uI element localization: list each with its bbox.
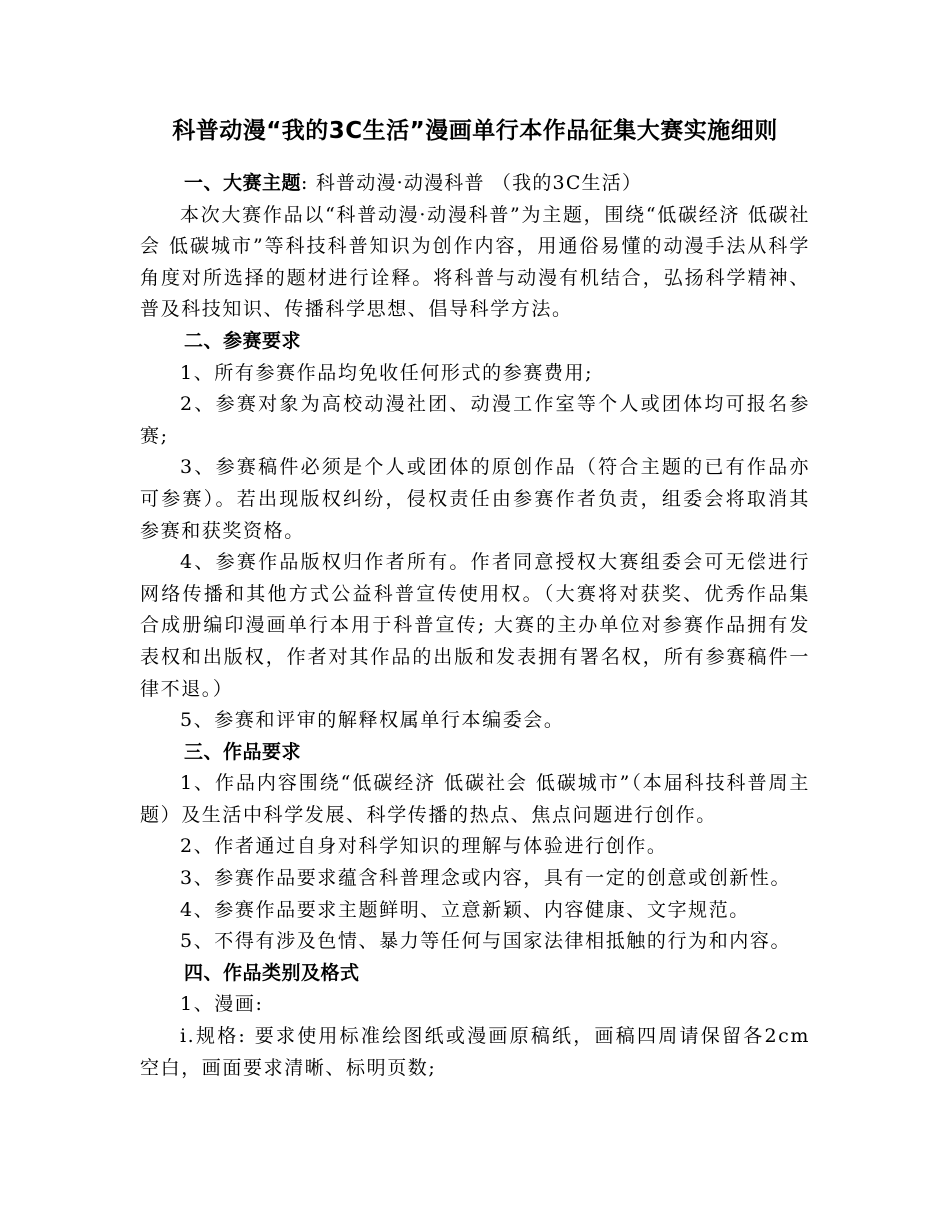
requirement-item-3: 3、参赛稿件必须是个人或团体的原创作品（符合主题的已有作品亦可参赛）。若出现版权纠纷，侵权责任由参赛作者负责，组委会将取消其参赛和获奖资格。 xyxy=(140,456,810,542)
section-heading-work-requirements: 三、作品要求 xyxy=(184,740,302,763)
section-heading-categories: 四、作品类别及格式 xyxy=(184,961,360,984)
requirement-item-1: 1、所有参赛作品均免收任何形式的参赛费用; xyxy=(180,361,594,384)
section-heading-theme xyxy=(140,168,810,200)
work-requirement-item-2: 2、作者通过自身对科学知识的理解与体验进行创作。 xyxy=(180,835,668,858)
section-heading-requirements: 二、参赛要求 xyxy=(184,329,302,352)
paragraph-theme: 本次大赛作品以“科普动漫·动漫科普”为主题，围绕“低碳经济 低碳社会 低碳城市”等科技科普知识为创作内容，用通俗易懂的动漫手法从科学角度对所选择的题材进行诠释。将科普与动漫有机结合，弘扬科学精神、普及科技知识、传播科学思想、倡导科学方法。 xyxy=(140,203,810,321)
document-body xyxy=(140,168,810,1084)
work-requirement-item-5: 5、不得有涉及色情、暴力等任何与国家法律相抵触的行为和内容。 xyxy=(180,930,792,953)
requirement-item-4: 4、参赛作品版权归作者所有。作者同意授权大赛组委会可无偿进行网络传播和其他方式公益科普宣传使用权。（大赛将对获奖、优秀作品集合成册编印漫画单行本用于科普宣传; 大赛的主办单位对参赛作品拥有发表权和出版权，作者对其作品的出版和发表拥有署名权，所有参赛稿件一律不退。） xyxy=(140,551,810,700)
document-title: 科普动漫“我的3C生活”漫画单行本作品征集大赛实施细则 xyxy=(172,118,778,144)
category-item-1: 1、漫画: xyxy=(180,993,264,1016)
requirement-item-5: 5、参赛和评审的解释权属单行本编委会。 xyxy=(180,709,565,732)
requirement-item-2: 2、参赛对象为高校动漫社团、动漫工作室等个人或团体均可报名参赛; xyxy=(140,393,810,447)
section-heading-theme-label: 一、大赛主题 xyxy=(184,172,302,194)
work-requirement-item-1: 1、作品内容围绕“低碳经济 低碳社会 低碳城市”（本届科技科普周主题）及生活中科学发展、科学传播的热点、焦点问题进行创作。 xyxy=(140,772,810,826)
section-theme-value: : 科普动漫·动漫科普 （我的3C生活） xyxy=(301,172,643,194)
work-requirement-item-4: 4、参赛作品要求主题鲜明、立意新颖、内容健康、文字规范。 xyxy=(180,898,750,921)
work-requirement-item-3: 3、参赛作品要求蕴含科普理念或内容，具有一定的创意或创新性。 xyxy=(180,867,792,890)
category-item-2: i.规格: 要求使用标准绘图纸或漫画原稿纸，画稿四周请保留各2cm空白，画面要求清晰、标明页数; xyxy=(140,1025,810,1079)
